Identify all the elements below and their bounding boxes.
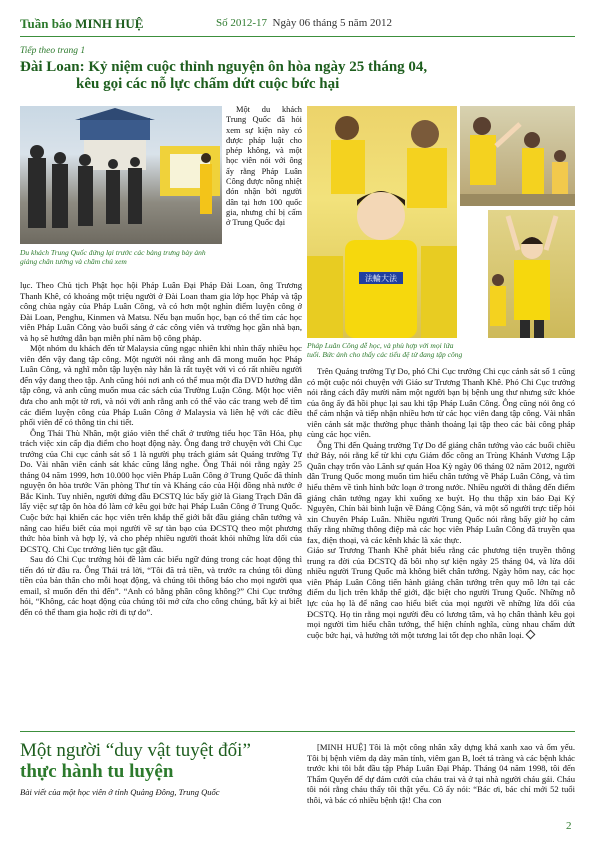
adults-illustration [460, 106, 575, 206]
article2-title [20, 740, 290, 782]
tourists-photo [20, 106, 222, 244]
title-line-2: kêu gọi các nỗ lực chấm dứt cuộc bức hại [76, 76, 340, 92]
col2-body [307, 366, 575, 718]
continued-note: Tiếp theo trang 1 [20, 46, 86, 56]
page-number: 2 [566, 820, 572, 832]
article2-title-line-1: Một người “duy vật tuyệt đối” [20, 740, 251, 761]
col1-body [20, 280, 302, 716]
col2-paragraph: Trên Quảng trường Tự Do, phó Chi Cục trưởng Chi cục cảnh sát số 1 cũng có một cuộc nói chuyện với Giáo sư Trương Thanh Khê. Phó Chi Cục trưởng nói rằng cách đây mười năm một người bạn bị bệnh ung thư nhưng sức khỏe của ông ấy đã hồi phục lại sau khi tập Pháp Luân Công. Ông cũng nói ông có thể cảm nhận và tiếp nhận nhiều hơn từ các học viên đang tập công. Vài nhân viên cảnh sát mặc thường phục thành thoảng lại tập theo các bài công pháp cùng các học viên. [307, 366, 575, 440]
article2-byline: Bài viết của một học viên ở tỉnh Quảng Đông, Trung Quốc [20, 787, 220, 797]
masthead [20, 14, 575, 37]
col1-intro: Một du khách Trung Quốc đã hỏi xem sự kiện này có được pháp luật cho phép không, và một học viên nói với ông ấy rằng Pháp Luân Công được nồng nhiệt đón nhận bởi người dân tại hơn 100 quốc gia, nhưng chỉ bị cấm ở Trung Quốc đại [226, 105, 302, 228]
tourists-illustration [20, 106, 222, 244]
adults-practice-photo [460, 106, 575, 206]
article2-title-line-2: thực hành tu luyện [20, 761, 174, 782]
col1-paragraph: Một nhóm du khách đến từ Malaysia cũng ngạc nhiên khi nhìn thấy nhiều học viên đến vậy đang tập công. Một người nói rằng anh đã mong muốn học Pháp Luân Công, và nghĩ mỗn tập luyện này hẳn là rất tuyệt với vì có rất nhiều người đến vậy đang theo tập. Anh cũng hỏi nơi anh có thể mua một đĩa DVD hướng dẫn tập công, và anh cũng muốn mua các sách của Trường Luận Công. Một học viên đưa cho anh một tờ rơi, và nói với anh rằng anh có thể vào các trang web để tìm các điểm luyện công của Pháp Luân Công ở Malaysia và liên hệ với các điều phối viên để có thông tin chi tiết. [20, 343, 302, 428]
article-title [20, 59, 560, 93]
col2-paragraph: Ông Thi đến Quảng trường Tự Do để giảng chân tướng vào các buổi chiều thứ Bảy, nói rằng kể từ khi cựu Giám đốc công an Trùng Khánh Vương Lập Quân chạy trốn vào Lãnh sự quán Hoa Kỳ ngày 06 tháng 02 năm 2012, người dân Trung Quốc mong muốn tìm hiểu chân tướng về Pháp Luân Công, và tìm hiểu thêm về tình hình bức loạn ở trong nước. Nhiều người đi thẳng đến điểm giảng chân tướng ngay khi xuống xe buýt. Họ thu thập xin báo Đại Kỷ Nguyên, Chín bài bình luận về Đảng Cộng Sản, và một số người trực tiếp hỏi xin Chuyên Pháp Luân. Nhiều người Trung Quốc nói rằng bấy giờ họ cảm thấy rằng những thông điệp mà các học viên Pháp Luân Công đã truyền qua fax, điện thoại, và các kênh khác là xác thực. [307, 439, 575, 545]
title-line-1: Đài Loan: Kỷ niệm cuộc thỉnh nguyện ôn hòa ngày 25 tháng 04, [20, 59, 428, 75]
end-mark-icon [525, 629, 535, 639]
children-illustration [307, 106, 457, 338]
left-photo-caption: Du khách Trung Quốc đứng lại trước các bảng trưng bày ảnh giảng chân tướng và chăm chú xem [20, 248, 206, 266]
col1-paragraph: Ông Thái Thù Nhân, một giáo viên thể chất ở trường tiểu học Tân Hóa, phụ trách việc xin cấp địa điểm cho hoạt động này. Ông đang trở chuyện với Chi Cục trưởng của Chi cục cảnh sát số 1 là người phụ trách giám sát Quảng trường Tự Do. Vài nhân viên cảnh sát khác cũng lắng nghe. Ông Thái nói rằng ngày 25 tháng 04 năm 1999, hơn 10.000 học viên Pháp Luân Công ở Trung Quốc đã thỉnh nguyện ôn hòa trước Văn phòng Thư tín và Kháng cáo của Hội đồng nhà nước ở Bắc Kinh. Tuy nhiên, người đứng đầu ĐCSTQ lúc bấy giờ là Giang Trạch Dân đã lấy việc sự tập ôn hòa đó làm cớ kêu gọi bức hại Pháp Luân Công ở Trung Quốc. Cuộc bức hại khiến các học viên trên khắp thế giới bắt đầu giảng chân tướng và nâng cao hiểu biết của mọi người về sự tàn bạo của ĐCSTQ theo một phương thức hòa bình và hợp lý, và cho phép nhiều người thoát khỏi những lừa dối của ĐCSTQ. Chi Cục trưởng liên tục gật đầu. [20, 427, 302, 554]
section-divider [20, 731, 575, 732]
right-photo-caption: Pháp Luân Công dễ học, và phù hợp với mọi lứa tuổi. Bức ảnh cho thấy các tiểu đệ tử đang tập công [307, 341, 463, 359]
col1-paragraph: Sau đó Chi Cục trưởng hỏi đề làm các biểu ngữ đúng trong các hoạt động thì tiến đó từ đâu ra. Ông Thái trả lời, “Tôi đã trả tiền, và trước ra chúng tôi dùng tiền của bản thân cho mỗi hoạt động, và chúng tôi thông báo cho mọi người qua email, sĩ muốn đến thì đến”. “Anh có bằng phân công không?” Chi Cục trưởng hỏi, “Không, các hoạt động của chúng tôi mở cửa cho công chúng, bất kỳ ai biết đến có thể tham gia hoặc rời đi tự do”. [20, 554, 302, 617]
article2-body: [MINH HUỆ] Tôi là một công nhân xây dựng khá xanh xao và ốm yếu. Tôi bị bệnh viêm dạ dày mãn tính, viêm gan B, loét tá tràng và các bệnh khác trước khi tôi bắt đầu tập Pháp Luân Đại Pháp. Tháng 04 năm 1998, tôi đến Thẩm Quyến để dự đám cưới của cháu trai và ở tại nhà người cháu gái. Cháu tôi nói rằng cháu thấy tôi thật yếu. Cô ấy nói: “Bác ơi, bác chỉ mới 52 tuổi thôi, và bác có nhiều bệnh tật! Cha con [307, 742, 575, 805]
children-practice-photo [307, 106, 457, 338]
publication-name: Tuần báo MINH HUỆ [20, 16, 144, 31]
col1-paragraph: lục. Theo Chủ tịch Phật học hội Pháp Luân Đại Pháp Đài Loan, ông Trương Thanh Khê, có khoảng một triệu người ở Đài Loan tham gia lớp học Pháp và tập công chùa ngày của Pháp Luân Công, và có hơn một nghìn điểm luyện công ở Đài Loan, Penghu, Kinmen và Matsu. Nếu bạn muốn học, bạn có thể tìm các học viên Pháp Luân Công vào buổi sáng ở các công viên và trường học gần nhà bạn, và họ sẽ hướng dẫn bạn miễn phí năm bộ công pháp. [20, 280, 302, 343]
issue-info: Số 2012-17 Ngày 06 tháng 5 năm 2012 [216, 17, 392, 29]
col2-paragraph: Giáo sư Trương Thanh Khê phát biểu rằng các phương tiện truyền thông trung ra đời của ĐCSTQ đã bôi nhọ sự kiện ngày 25 tháng 04, và lừa dối nhiều người Trung Quốc mà không biết chân tướng. Ngày hôm nay, các học viên Pháp Luân Công tiến hành giảng chân tướng trên quy mô lớn tại các điểm du lịch trên khắp thế giới, đặc biệt cho người Trung Quốc. Những nỗ lực của họ là để nâng cao hiểu biết của mọi người về những lừa dối của ĐCSTQ. Họ tin rằng mọi người đều có lương tâm, và họ chân thành kêu gọi mọi người tìm hiểu chân tướng, thể hiện chính nghĩa, cùng nhau chấm dứt cuộc bức hại, và hướng tới một tương lai tốt đẹp cho nhân loại. [307, 545, 575, 640]
boy-practice-photo [488, 210, 575, 338]
boy-illustration [488, 210, 575, 338]
banner-text: 法輪大法 [365, 274, 397, 283]
